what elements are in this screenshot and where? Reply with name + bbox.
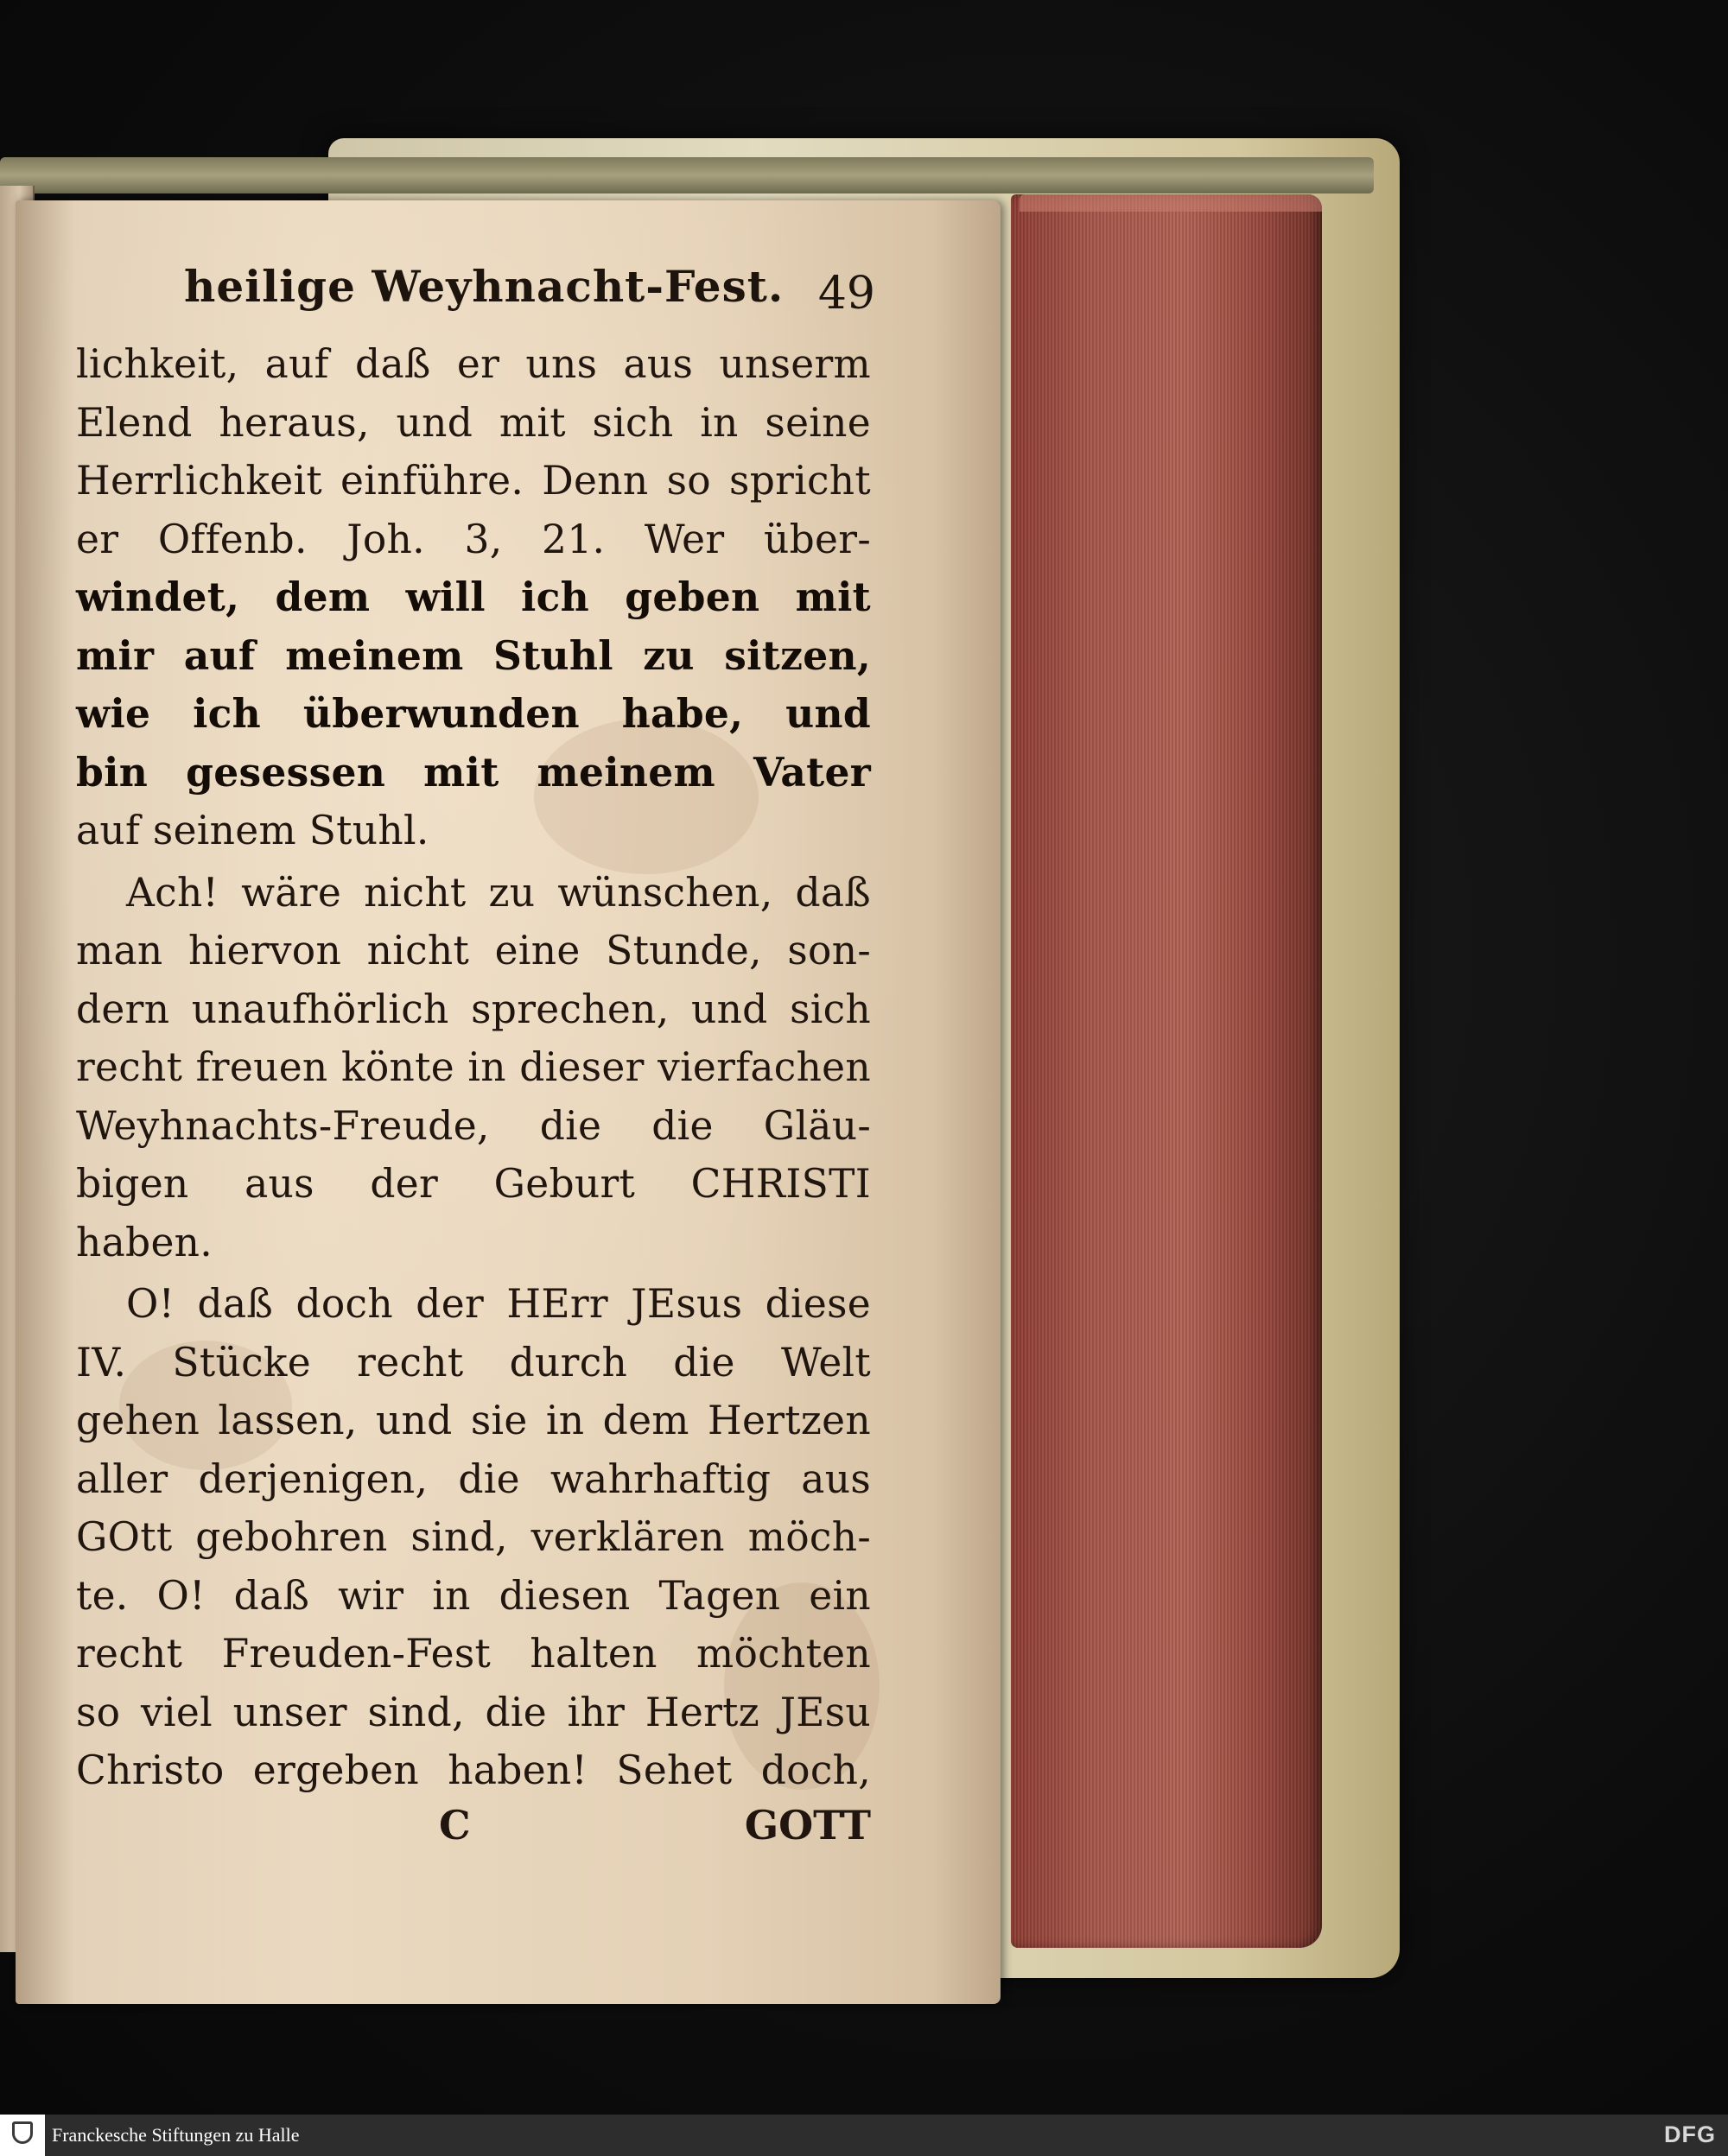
red-page-edges — [1011, 194, 1322, 1948]
text-line: auf seinem Stuhl. — [76, 808, 429, 853]
catchword: GOTT — [744, 1801, 871, 1848]
institution-name[interactable]: Franckesche Stiftungen zu Halle — [52, 2124, 300, 2146]
text-line: Ach! wäre nicht zu wünschen, daß — [126, 869, 871, 916]
text-line: bin gesessen mit meinem Vater — [76, 748, 871, 796]
text-line: er Offenb. Joh. 3, 21. Wer über- — [76, 516, 871, 562]
running-head — [76, 261, 875, 335]
paragraph — [76, 1275, 871, 1800]
text-line: recht freuen könte in dieser vierfachen — [76, 1044, 871, 1090]
running-head-title: heilige Weyhnacht-Fest. — [184, 261, 785, 312]
text-line: Weyhnachts-Freude, die die Gläu- — [76, 1102, 871, 1149]
text-line: gehen lassen, und sie in dem Hertzen — [76, 1398, 871, 1443]
page-number: 49 — [817, 268, 875, 320]
text-line: Elend heraus, und mit sich in seine — [76, 399, 871, 446]
text-line: mir auf meinem Stuhl zu sitzen, — [76, 631, 871, 679]
text-line: man hiervon nicht eine Stunde, son- — [76, 928, 871, 973]
crest-icon — [12, 2121, 33, 2144]
text-line: so viel unser sind, die ihr Hertz JEsu — [76, 1689, 871, 1735]
text-line: O! daß doch der HErr JEsus diese — [126, 1281, 871, 1327]
paragraph — [76, 864, 871, 1272]
page-edges-top — [1020, 194, 1322, 212]
text-line: recht Freuden-Fest halten möchten — [76, 1631, 871, 1677]
text-line: lichkeit, auf daß er uns aus unserm — [76, 341, 871, 387]
headband — [0, 157, 1374, 193]
dfg-logo[interactable]: DFG — [1664, 2121, 1716, 2147]
text-line: aller derjenigen, die wahrhaftig aus — [76, 1455, 871, 1502]
signature-mark: C — [439, 1801, 471, 1848]
page-footer-marks — [76, 1802, 871, 1871]
text-line: Herrlichkeit einführe. Denn so spricht — [76, 458, 871, 504]
text-line: GOtt gebohren sind, verklären möch- — [76, 1514, 871, 1560]
text-block — [76, 261, 875, 1871]
text-line: dern unaufhörlich sprechen, und sich — [76, 986, 871, 1032]
paragraph — [76, 335, 871, 860]
footer-bar — [0, 2115, 1728, 2156]
text-line: windet, dem will ich geben mit — [76, 574, 871, 620]
text-line: wie ich überwunden habe, und — [76, 690, 871, 737]
text-line: IV. Stücke recht durch die Welt — [76, 1339, 871, 1386]
text-line: Christo ergeben haben! Sehet doch, — [76, 1747, 871, 1793]
institution-logo[interactable] — [0, 2115, 45, 2156]
text-line: te. O! daß wir in diesen Tagen ein — [76, 1572, 871, 1619]
text-line: bigen aus der Geburt CHRISTI — [76, 1161, 871, 1207]
text-line: haben. — [76, 1219, 213, 1265]
book-page — [16, 200, 1001, 2004]
